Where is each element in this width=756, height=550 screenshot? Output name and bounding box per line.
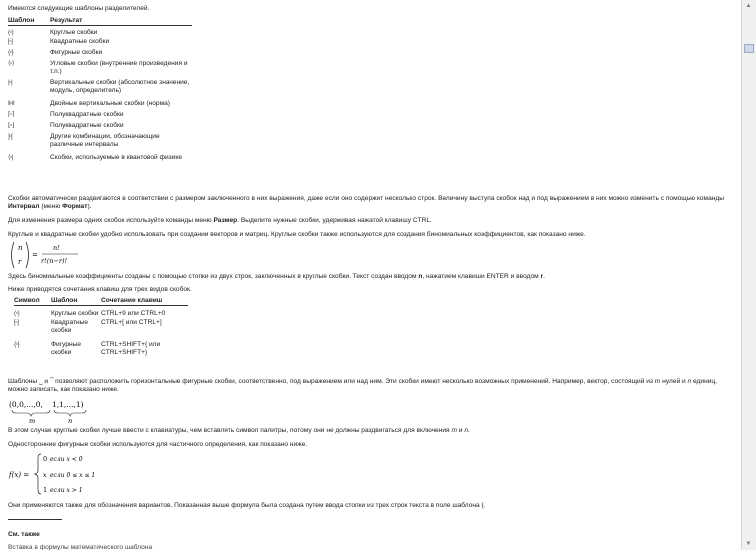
overbrace-template-icon[interactable]: ⏞: [49, 378, 54, 385]
table-row-text: Квадратные скобки: [50, 37, 110, 45]
para-onesided-braces: Односторонние фигурные скобки используются для частичного определения, как показано ниже.: [8, 441, 308, 448]
col-keys-header: Сочетание клавиш: [101, 297, 163, 304]
round-brackets-icon[interactable]: (▫): [14, 310, 20, 318]
table-row-name: Фигурные скобки: [51, 340, 82, 356]
para-auto-resize: Скобки автоматически раздвигаются в соответствии с размером заключенного в них выражения, даже если оно содержит несколько строк. Величину выступа скобок над и под выражением в них можно изменить с помощью команды Интервал (меню Формат).: [8, 195, 724, 211]
floor-brackets-icon[interactable]: ⌊▫⌋: [8, 121, 14, 129]
svg-text:n!: n!: [53, 244, 60, 252]
angle-brackets-icon[interactable]: ⟨▫⟩: [8, 59, 14, 67]
para-variants: Они применяются также для обозначения вариантов. Показанная выше формула была создана путем ввода стопки из трех строк текста в поле шаблона {.: [8, 502, 486, 509]
svg-text:m: m: [29, 417, 36, 425]
svg-text:f(x) =: f(x) =: [9, 471, 30, 479]
svg-text:r: r: [18, 258, 22, 266]
para-resize-commands: Для изменения размера одних скобок используйте команды меню Размер. Выделите нужные скобки, удерживая нажатой клавишу CTRL.: [8, 217, 432, 224]
svg-text:1: 1: [43, 486, 48, 494]
ceiling-brackets-icon[interactable]: ⌈▫⌉: [8, 110, 14, 118]
shortcut-table: [14, 297, 188, 361]
svg-text:=: =: [32, 251, 38, 259]
svg-text:r!(n−r)!: r!(n−r)!: [41, 257, 68, 265]
table-row-text: Вертикальные скобки (абсолютное значение, модуль, определитель): [50, 78, 190, 94]
vertical-scrollbar[interactable]: [741, 0, 756, 550]
col-result-header: Результат: [50, 17, 83, 24]
curly-brackets-icon[interactable]: {▫}: [8, 48, 14, 56]
table-row-name: Квадратные скобки: [51, 318, 89, 334]
para-shortcuts-intro: Ниже приводятся сочетания клавиш для трех видов скобок.: [8, 286, 192, 293]
table-row-keys: CTRL+[ или CTRL+]: [101, 318, 162, 326]
scroll-up-icon[interactable]: ▲: [745, 3, 752, 9]
bra-ket-icon[interactable]: ⟨▫|: [8, 153, 14, 161]
table-row-keys: CTRL+SHIFT+{ или CTRL+SHIFT+}: [101, 340, 161, 356]
table-row-text: Полуквадратные скобки: [50, 121, 124, 129]
square-brackets-icon[interactable]: [▫]: [14, 318, 19, 326]
table-row-keys: CTRL+9 или CTRL+0: [101, 310, 166, 318]
scroll-down-icon[interactable]: ▼: [745, 541, 752, 547]
para-binomial-intro: Круглые и квадратные скобки удобно использовать при создании векторов и матриц. Круглые скобки также используются для создания биномиальных коэффициентов, как показано ниже.: [8, 231, 586, 238]
delimiter-table: [8, 17, 192, 172]
table-row-name: Круглые скобки: [51, 310, 99, 318]
svg-text:(0,0,...,0,: (0,0,...,0,: [9, 400, 43, 409]
table-row-text: Угловые скобки (внутренние произведения и т.п.): [50, 59, 188, 75]
para-horizontal-braces: Шаблоны ⏟ и ⏞ позволяют расположить горизонтальные фигурные скобки, соответственно, под выражением или над ним. Эти скобки имеют несколько возможных применений. Например, вектор, состоящий из m нулей и n единиц, можно записать, как показано ниже.: [8, 378, 718, 394]
square-brackets-icon[interactable]: [▫]: [8, 37, 13, 45]
table-row-text: Полуквадратные скобки: [50, 110, 124, 118]
piecewise-formula: [8, 452, 118, 499]
curly-brackets-icon[interactable]: {▫}: [14, 340, 20, 348]
col-template-header: Шаблон: [8, 17, 35, 24]
see-also-heading: См. также: [8, 531, 40, 538]
divider: [8, 519, 62, 520]
table-row-text: Другие комбинации, обозначающие различные интервалы: [50, 132, 160, 148]
double-vertical-bars-icon[interactable]: ‖▫‖: [8, 99, 15, 107]
svg-text:n: n: [18, 244, 23, 252]
binomial-svg: [8, 240, 98, 270]
intro-text: Имеются следующие шаблоны разделителей.: [8, 5, 150, 12]
svg-text:1,1,...,1): 1,1,...,1): [52, 400, 84, 409]
col-symbol-header: Символ: [14, 297, 40, 304]
table-row-text: Фигурные скобки: [50, 48, 103, 56]
svg-text:если x < 0: если x < 0: [50, 456, 83, 463]
svg-text:если 0 ≤ x ≤ 1: если 0 ≤ x ≤ 1: [50, 472, 96, 479]
interval-brackets-icon[interactable]: ]▫[: [8, 132, 13, 140]
underbrace-template-icon[interactable]: ⏟: [39, 378, 43, 385]
para-keyboard-parens: В этом случае круглые скобки лучше ввести с клавиатуры, чем вставлять символ палитры, потому они не должны раздвигаться для включения m и n.: [8, 427, 470, 434]
binomial-formula: [8, 240, 98, 273]
piecewise-svg: [8, 452, 118, 496]
vertical-bars-icon[interactable]: |▫|: [8, 78, 13, 86]
svg-text:x: x: [43, 471, 47, 479]
vector-svg: [8, 398, 98, 426]
table-row-text: Двойные вертикальные скобки (норма): [50, 99, 170, 107]
table-row-text: Скобки, используемые в квантовой физике: [50, 153, 182, 161]
para-binomial-explain: Здесь биномиальные коэффициенты созданы с помощью стопки из двух строк, заключенных в круглые скобки. Текст создан вводом n, нажатием клавиши ENTER и вводом r.: [8, 273, 545, 280]
round-brackets-icon[interactable]: (▫): [8, 29, 14, 37]
svg-text:если x > 1: если x > 1: [50, 487, 83, 494]
svg-text:0: 0: [43, 455, 48, 463]
see-also-link[interactable]: Вставка в формулы математического шаблона: [8, 544, 153, 550]
col-template-header: Шаблон: [51, 297, 78, 304]
table-row-text: Круглые скобки: [50, 29, 98, 37]
scroll-thumb[interactable]: [744, 44, 754, 53]
svg-text:n: n: [68, 417, 73, 425]
vector-formula: [8, 398, 98, 429]
